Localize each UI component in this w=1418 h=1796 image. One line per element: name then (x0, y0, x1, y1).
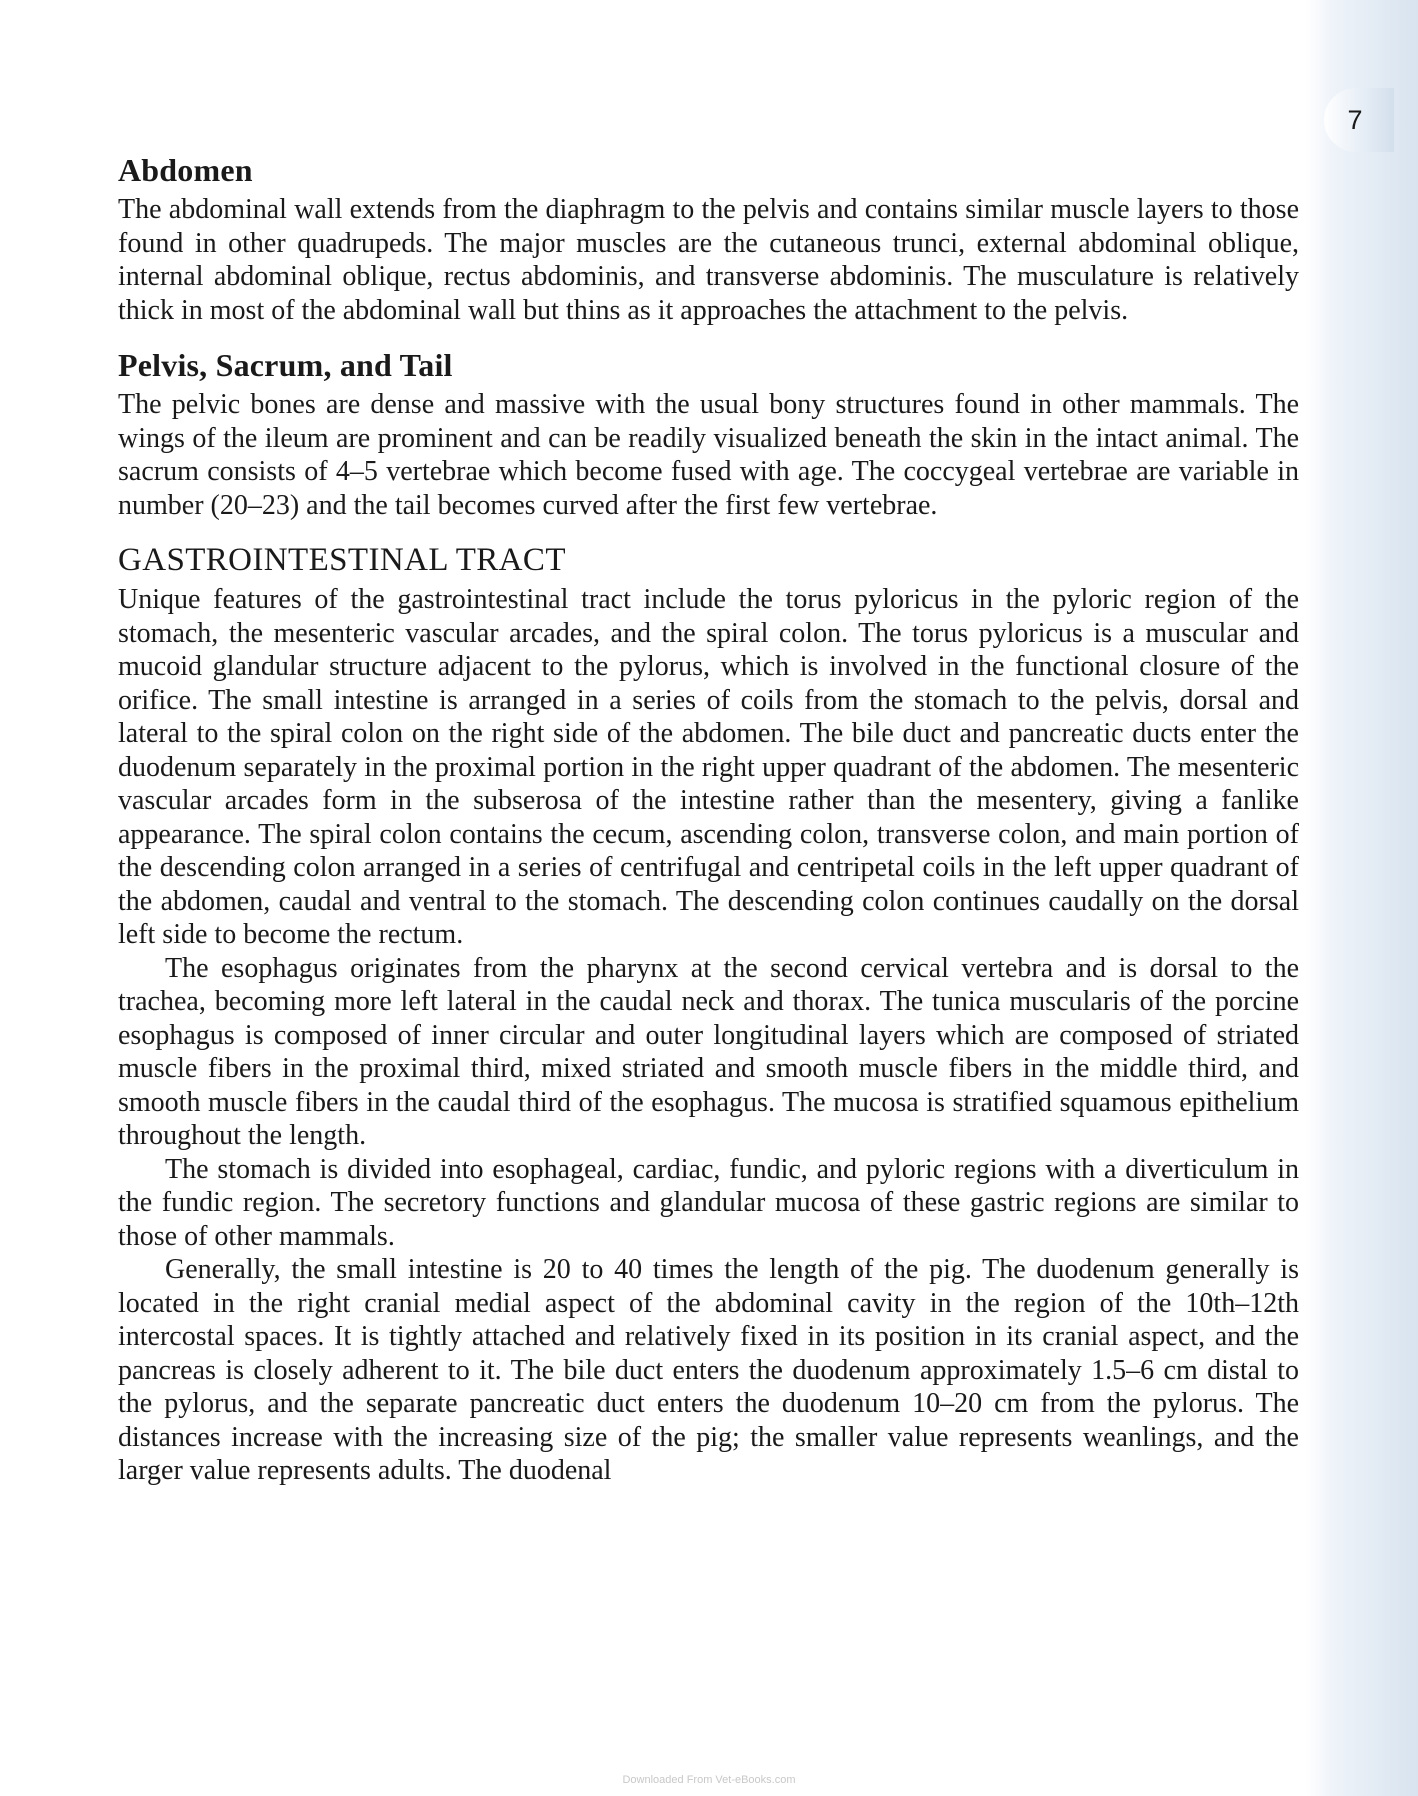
paragraph: The pelvic bones are dense and massive with the usual bony structures found in other mammals. The wings of the ileum are prominent and can be readily visualized beneath the skin in the intact animal. The sacrum consists of 4–5 vertebrae which become fused with age. The coccygeal vertebrae are variable in number (20–23) and the tail becomes curved after the first few vertebrae. (118, 389, 1299, 521)
section-gastrointestinal-tract (118, 540, 1299, 1488)
section-pelvis-sacrum-tail (118, 345, 1299, 522)
paragraph: Generally, the small intestine is 20 to 40 times the length of the pig. The duodenum generally is located in the right cranial medial aspect of the abdominal cavity in the region of the 10th–12th intercostal spaces. It is tightly attached and relatively fixed in its position in its cranial aspect, and the pancreas is closely adherent to it. The bile duct enters the duodenum approximately 1.5–6 cm distal to the pylorus, and the separate pancreatic duct enters the duodenum 10–20 cm from the pylorus. The distances increase with the increasing size of the pig; the smaller value represents weanlings, and the larger value represents adults. The duodenal (118, 1254, 1299, 1486)
page-number: 7 (1347, 104, 1363, 135)
chapter-heading: GASTROINTESTINAL TRACT (118, 542, 566, 578)
page-edge-band (1306, 0, 1418, 1796)
paragraph: The esophagus originates from the pharynx at the second cervical vertebra and is dorsal to the trachea, becoming more left lateral in the caudal neck and thorax. The tunica muscularis of the porcine esophagus is composed of inner circular and outer longitudinal layers which are composed of striated muscle fibers in the proximal third, mixed striated and smooth muscle fibers in the middle third, and smooth muscle fibers in the caudal third of the esophagus. The mucosa is stratified squamous epithelium throughout the length. (118, 952, 1299, 1151)
page-number-tab (1324, 88, 1394, 152)
section-abdomen (118, 150, 1299, 327)
page-body (118, 150, 1299, 1506)
footer-watermark: Downloaded From Vet-eBooks.com (622, 1774, 796, 1786)
paragraph: The abdominal wall extends from the diaphragm to the pelvis and contains similar muscle layers to those found in other quadrupeds. The major muscles are the cutaneous trunci, external abdominal oblique, internal abdominal oblique, rectus abdominis, and transverse abdominis. The musculature is relatively thick in most of the abdominal wall but thins as it approaches the attachment to the pelvis. (118, 194, 1299, 326)
section-heading: Abdomen (118, 152, 253, 188)
paragraph: The stomach is divided into esophageal, cardiac, fundic, and pyloric regions with a diverticulum in the fundic region. The secretory functions and glandular mucosa of these gastric regions are similar to those of other mammals. (118, 1153, 1299, 1252)
section-heading: Pelvis, Sacrum, and Tail (118, 347, 453, 383)
paragraph: Unique features of the gastrointestinal tract include the torus pyloricus in the pyloric region of the stomach, the mesenteric vascular arcades, and the spiral colon. The torus pyloricus is a muscular and mucoid glandular structure adjacent to the pylorus, which is involved in the functional closure of the orifice. The small intestine is arranged in a series of coils from the stomach to the pelvis, dorsal and lateral to the spiral colon on the right side of the abdomen. The bile duct and pancreatic ducts enter the duodenum separately in the proximal portion in the right upper quadrant of the abdomen. The mesenteric vascular arcades form in the subserosa of the intestine rather than the mesentery, giving a fanlike appearance. The spiral colon contains the cecum, ascending colon, transverse colon, and main portion of the descending colon arranged in a series of centrifugal and centripetal coils in the left upper quadrant of the abdomen, caudal and ventral to the stomach. The descending colon continues caudally on the dorsal left side to become the rectum. (118, 584, 1299, 950)
